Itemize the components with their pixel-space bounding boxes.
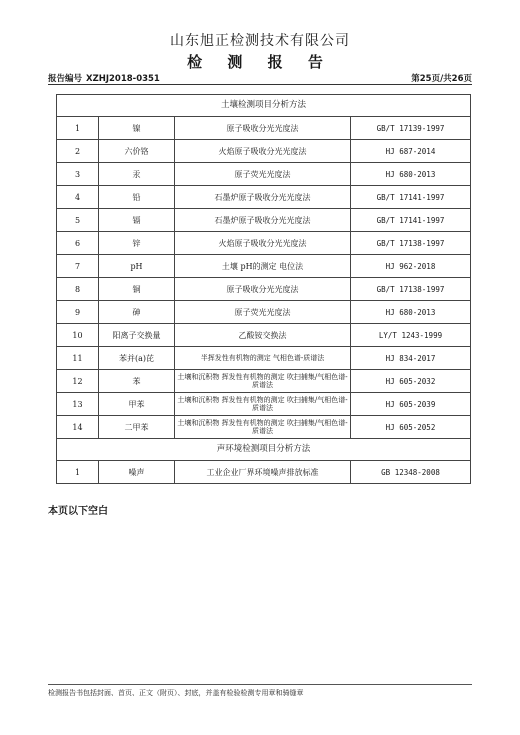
noise-section-header: [57, 439, 471, 461]
method-standard: GB/T 17141-1997: [351, 209, 471, 232]
analysis-method: 原子吸收分光光度法: [175, 278, 351, 301]
analysis-method: 石墨炉原子吸收分光光度法: [175, 209, 351, 232]
method-standard: GB/T 17139-1997: [351, 117, 471, 140]
table-row: [57, 347, 471, 370]
analysis-method: 乙酸铵交换法: [175, 324, 351, 347]
test-item: 砷: [99, 301, 175, 324]
noise-section-title: 声环境检测项目分析方法: [57, 439, 471, 461]
soil-section-title: 土壤检测项目分析方法: [57, 95, 471, 117]
table-row: [57, 370, 471, 393]
method-standard: GB/T 17141-1997: [351, 186, 471, 209]
test-item: 镍: [99, 117, 175, 140]
analysis-method: 土壤 pH的测定 电位法: [175, 255, 351, 278]
footer-rule: [48, 684, 472, 685]
analysis-method: 石墨炉原子吸收分光光度法: [175, 186, 351, 209]
table-row: [57, 209, 471, 232]
report-number: [48, 72, 160, 84]
test-item: 汞: [99, 163, 175, 186]
report-number-value: XZHJ2018-0351: [86, 74, 160, 84]
row-number: 5: [57, 209, 99, 232]
report-number-label: 报告编号: [48, 74, 83, 84]
test-item: 锌: [99, 232, 175, 255]
table-row: [57, 301, 471, 324]
row-number: 1: [57, 461, 99, 484]
table-row: [57, 461, 471, 484]
analysis-method: 原子吸收分光光度法: [175, 117, 351, 140]
analysis-method: 土壤和沉积物 挥发性有机物的测定 吹扫捕集/气相色谱-质谱法: [175, 370, 351, 393]
method-standard: HJ 680-2013: [351, 163, 471, 186]
test-item: 二甲苯: [99, 416, 175, 439]
method-standard: HJ 605-2052: [351, 416, 471, 439]
row-number: 6: [57, 232, 99, 255]
table-row: [57, 278, 471, 301]
table-row: [57, 255, 471, 278]
company-name: 山东旭正检测技术有限公司: [170, 33, 350, 49]
row-number: 2: [57, 140, 99, 163]
row-number: 13: [57, 393, 99, 416]
header-rule: [48, 84, 472, 85]
table-row: [57, 324, 471, 347]
document-title: 检 测 报 告: [187, 53, 333, 71]
analysis-method: 火焰原子吸收分光光度法: [175, 140, 351, 163]
test-item: 铜: [99, 278, 175, 301]
test-item: 镉: [99, 209, 175, 232]
report-meta: [48, 72, 472, 84]
row-number: 7: [57, 255, 99, 278]
method-standard: GB 12348-2008: [351, 461, 471, 484]
method-standard: HJ 834-2017: [351, 347, 471, 370]
analysis-method: 土壤和沉积物 挥发性有机物的测定 吹扫捕集/气相色谱-质谱法: [175, 393, 351, 416]
method-standard: HJ 687-2014: [351, 140, 471, 163]
row-number: 1: [57, 117, 99, 140]
test-item: 铅: [99, 186, 175, 209]
row-number: 9: [57, 301, 99, 324]
test-item: 阳离子交换量: [99, 324, 175, 347]
test-item: 甲苯: [99, 393, 175, 416]
footer-note: 检测报告书包括封面、首页、正文（附页）、封底，并盖有检验检测专用章和骑缝章: [48, 689, 304, 697]
row-number: 3: [57, 163, 99, 186]
row-number: 12: [57, 370, 99, 393]
method-standard: HJ 605-2032: [351, 370, 471, 393]
method-standard: HJ 680-2013: [351, 301, 471, 324]
table-row: [57, 416, 471, 439]
analysis-method: 半挥发性有机物的测定 气相色谱-质谱法: [175, 347, 351, 370]
method-standard: GB/T 17138-1997: [351, 278, 471, 301]
row-number: 10: [57, 324, 99, 347]
soil-section-header: [57, 95, 471, 117]
row-number: 8: [57, 278, 99, 301]
table-row: [57, 117, 471, 140]
method-standard: GB/T 17138-1997: [351, 232, 471, 255]
row-number: 14: [57, 416, 99, 439]
row-number: 11: [57, 347, 99, 370]
analysis-method: 原子荧光光度法: [175, 301, 351, 324]
table-row: [57, 393, 471, 416]
methods-table: [56, 94, 471, 484]
test-item: 苯: [99, 370, 175, 393]
analysis-method: 土壤和沉积物 挥发性有机物的测定 吹扫捕集/气相色谱-质谱法: [175, 416, 351, 439]
test-item: 苯并(a)芘: [99, 347, 175, 370]
analysis-method: 火焰原子吸收分光光度法: [175, 232, 351, 255]
test-item: 噪声: [99, 461, 175, 484]
table-row: [57, 186, 471, 209]
method-standard: HJ 962-2018: [351, 255, 471, 278]
test-item: 六价铬: [99, 140, 175, 163]
methods-table-body: [57, 95, 471, 484]
analysis-method: 原子荧光光度法: [175, 163, 351, 186]
analysis-method: 工业企业厂界环境噪声排放标准: [175, 461, 351, 484]
page-info: 第25页/共26页: [411, 74, 472, 84]
blank-note: 本页以下空白: [48, 506, 108, 517]
table-row: [57, 140, 471, 163]
method-standard: LY/T 1243-1999: [351, 324, 471, 347]
test-item: pH: [99, 255, 175, 278]
table-row: [57, 232, 471, 255]
table-row: [57, 163, 471, 186]
method-standard: HJ 605-2039: [351, 393, 471, 416]
row-number: 4: [57, 186, 99, 209]
